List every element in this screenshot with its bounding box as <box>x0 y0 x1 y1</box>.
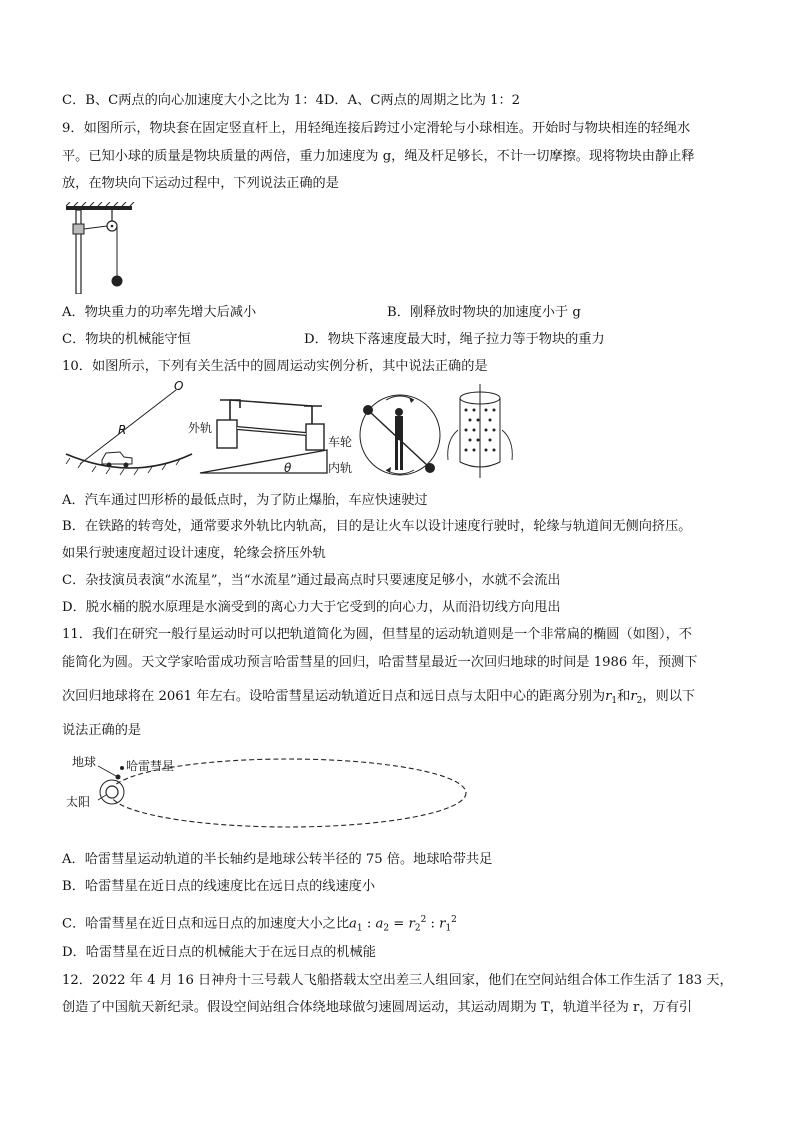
radius-r-label: R <box>118 423 127 437</box>
q11-stem-line-1: 11．我们在研究一般行星运动时可以把轨道简化为圆，但彗星的运动轨道则是一个非常扁的椭圆（如图），不 <box>62 627 692 642</box>
q9-option-b: B．刚释放时物块的加速度小于 g <box>387 305 581 320</box>
q9-option-c: C．物块的机械能守恒 <box>62 332 191 347</box>
q10-figures <box>62 380 522 480</box>
halley-label: 哈雷彗星 <box>126 759 175 773</box>
q11-orbit-figure <box>62 748 482 838</box>
point-o-label: O <box>174 380 184 393</box>
q9-option-d: D．物块下落速度最大时，绳子拉力等于物块的重力 <box>304 332 605 347</box>
q10-option-b-line-1: B．在铁路的转弯处，通常要求外轨比内轨高，目的是让火车以设计速度行驶时，轮缘与轨道间无侧向挤压。 <box>62 519 692 534</box>
q10-stem: 10．如图所示，下列有关生活中的圆周运动实例分析，其中说法正确的是 <box>62 359 488 374</box>
spin-dryer-diagram <box>448 384 513 478</box>
outer-rail-label: 外轨 <box>188 421 213 435</box>
water-meteor-diagram <box>360 395 440 475</box>
wheel-label: 车轮 <box>328 435 353 449</box>
q9-option-a: A．物块重力的功率先增大后减小 <box>62 305 257 320</box>
concave-bridge-diagram <box>66 380 192 475</box>
q8-option-c: C．B、C两点的向心加速度大小之比为 1：4D．A、C两点的周期之比为 1：2 <box>62 93 521 108</box>
q11-option-a: A．哈雷彗星运动轨道的半长轴约是地球公转半径的 75 倍。地球哈带共足 <box>62 852 493 867</box>
q9-stem-line-2: 平。已知小球的质量是物块质量的两倍，重力加速度为 g，绳及杆足够长，不计一切摩擦。现将物块由静止释 <box>62 149 695 164</box>
q10-option-c: C．杂技演员表演“水流星”，当“水流星”通过最高点时只要速度足够小，水就不会流出 <box>62 573 561 588</box>
q11-option-b: B．哈雷彗星在近日点的线速度比在远日点的线速度小 <box>62 879 376 894</box>
q11-stem-line-4: 说法正确的是 <box>62 723 142 738</box>
q12-stem-line-2: 创造了中国航天新纪录。假设空间站组合体绕地球做匀速圆周运动，其运动周期为 T，轨道半径为 r，万有引 <box>62 1000 693 1015</box>
theta-label: θ <box>284 461 292 475</box>
sun-label: 太阳 <box>66 795 91 809</box>
q10-option-b-line-2: 如果行驶速度超过设计速度，轮缘会挤压外轨 <box>62 546 326 561</box>
q10-option-d: D．脱水桶的脱水原理是水滴受到的离心力大于它受到的向心力，从而沿切线方向甩出 <box>62 600 561 615</box>
q10-option-a: A．汽车通过凹形桥的最低点时，为了防止爆胎，车应快速驶过 <box>62 493 428 508</box>
inner-rail-label: 内轨 <box>328 461 353 475</box>
q11-stem-line-2: 能简化为圆。天文学家哈雷成功预言哈雷彗星的回归，哈雷彗星最近一次回归地球的时间是 1986 年，预测下 <box>62 655 698 670</box>
q11-option-c: C．哈雷彗星在近日点和远日点的加速度大小之比$a_1$ : $a_2 = r_2^2$ : $r_1^2$ <box>62 915 457 934</box>
q9-stem-line-1: 9．如图所示，物块套在固定竖直杆上，用轻绳连接后跨过小定滑轮与小球相连。开始时与物块相连的轻绳水 <box>62 121 691 136</box>
earth-label: 地球 <box>72 755 97 769</box>
q9-pulley-figure <box>66 202 146 294</box>
banked-railway-diagram <box>188 400 352 475</box>
q11-option-d: D．哈雷彗星在近日点的机械能大于在远日点的机械能 <box>62 945 376 960</box>
q12-stem-line-1: 12．2022 年 4 月 16 日神舟十三号载人飞船搭载太空出差三人组回家，他们在空间站组合体工作生活了 183 天， <box>62 973 733 988</box>
q9-stem-line-3: 放，在物块向下运动过程中，下列说法正确的是 <box>62 176 339 191</box>
q11-stem-line-3: 次回归地球将在 2061 年左右。设哈雷彗星运动轨道近日点和远日点与太阳中心的距离分别为$r_1$和$r_2$，则以下 <box>62 689 696 706</box>
